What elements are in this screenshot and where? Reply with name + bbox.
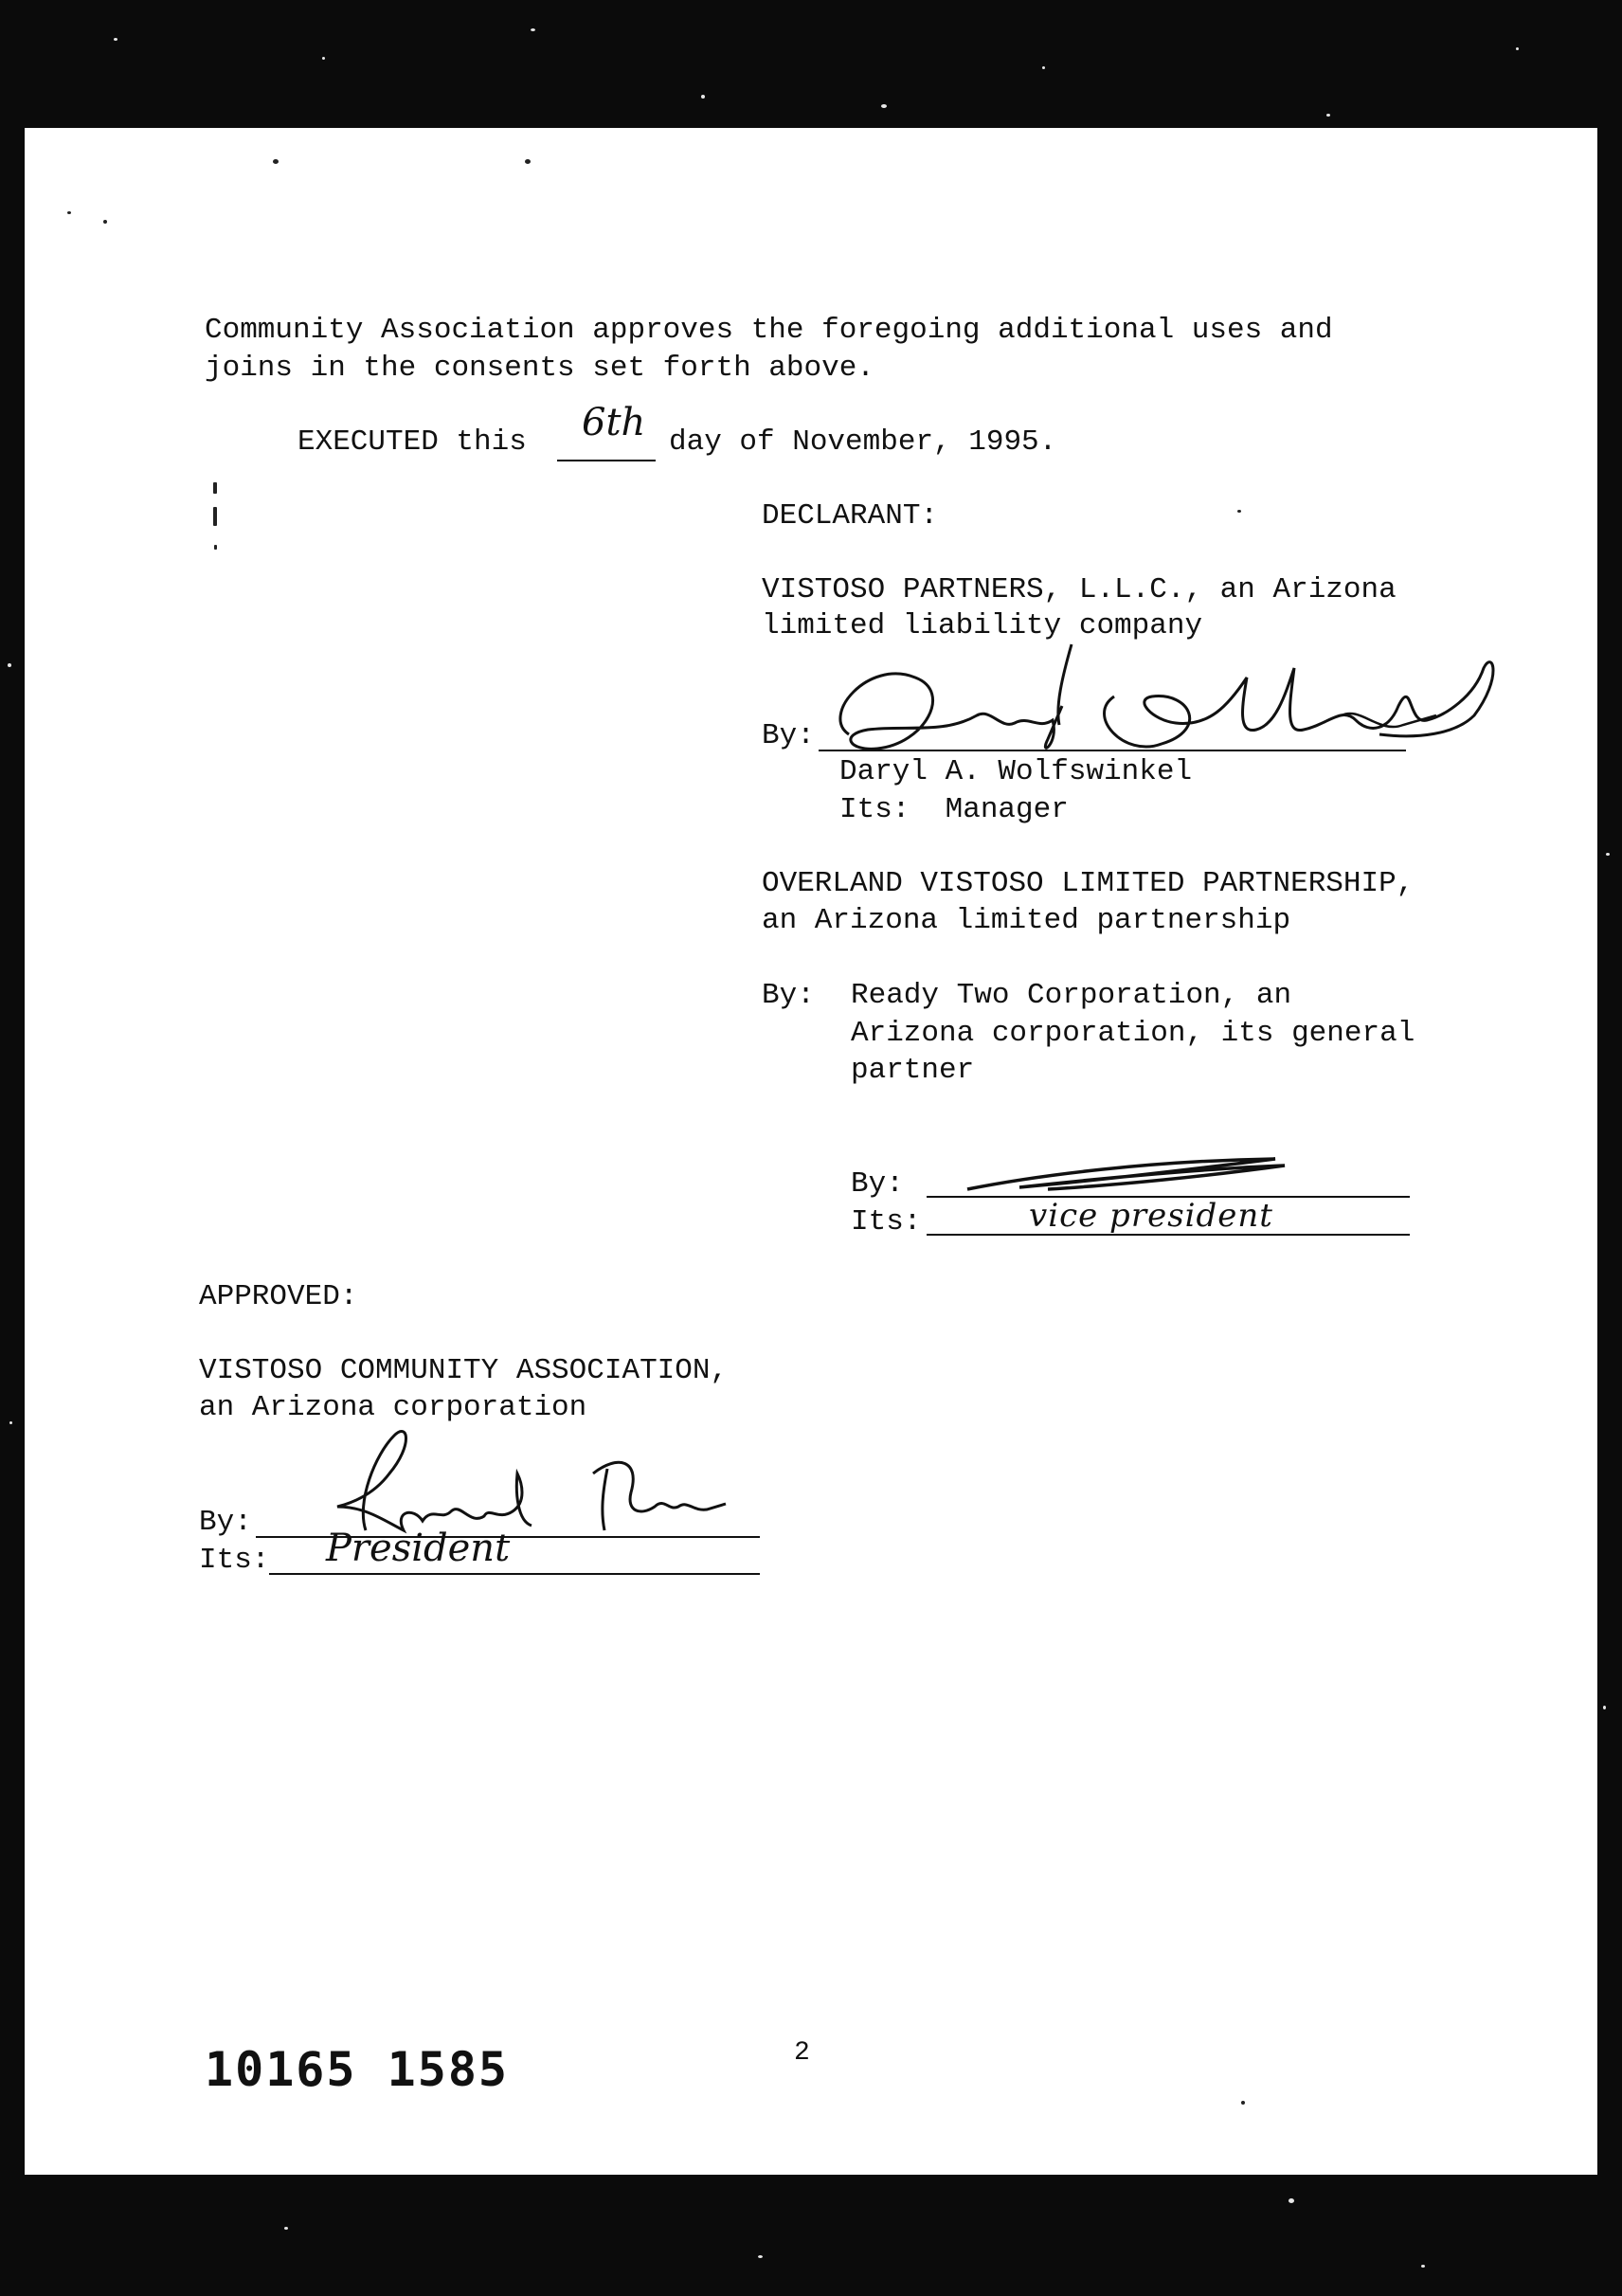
partnership-by-label: By: [762,979,815,1012]
general-partner-line-3: partner [851,1054,975,1087]
declarant-company-line-1: VISTOSO PARTNERS, L.L.C., an Arizona [762,573,1397,606]
executed-suffix: day of November, 1995. [669,425,1057,459]
declarant-heading: DECLARANT: [762,499,939,533]
approver-its-line [269,1573,760,1575]
executed-day-handwritten: 6th [582,401,646,444]
scan-speck [103,220,107,224]
page-number: 2 [794,2038,810,2068]
margin-mark [213,507,217,526]
approver-its-handwritten: President [326,1527,511,1570]
document-page [25,128,1597,2175]
recording-number-stamp: 10165 1585 [205,2042,510,2097]
scan-speck [1237,510,1241,513]
partnership-its-handwritten: vice president [1029,1197,1273,1235]
scan-speck [1241,2101,1245,2105]
partnership-signature [963,1151,1323,1199]
scan-speck [525,159,531,164]
approver-by-label: By: [199,1506,252,1539]
approver-org-line-2: an Arizona corporation [199,1391,587,1424]
scan-speck [273,159,279,164]
scan-speck [67,211,71,214]
intro-line-2: joins in the consents set forth above. [205,352,874,385]
intro-line-1: Community Association approves the foregoing additional uses and [205,314,1333,347]
declarant-signatory-name: Daryl A. Wolfswinkel [839,755,1193,788]
approved-heading: APPROVED: [199,1280,358,1313]
margin-mark [213,482,217,494]
declarant-by-label: By: [762,719,815,752]
declarant-company-line-2: limited liability company [762,609,1203,642]
general-partner-line-2: Arizona corporation, its general [851,1017,1415,1050]
margin-mark [214,545,217,550]
partnership-line-1: OVERLAND VISTOSO LIMITED PARTNERSHIP, [762,867,1415,900]
executed-prefix: EXECUTED this [297,425,527,459]
partnership-signature-by-label: By: [851,1167,904,1201]
approver-org-line-1: VISTOSO COMMUNITY ASSOCIATION, [199,1354,729,1387]
declarant-signatory-title: Its: Manager [839,793,1069,826]
approver-its-label: Its: [199,1544,270,1577]
executed-day-blank [557,460,656,461]
partnership-its-label: Its: [851,1205,922,1238]
general-partner-line-1: Ready Two Corporation, an [851,979,1292,1012]
partnership-line-2: an Arizona limited partnership [762,904,1291,937]
